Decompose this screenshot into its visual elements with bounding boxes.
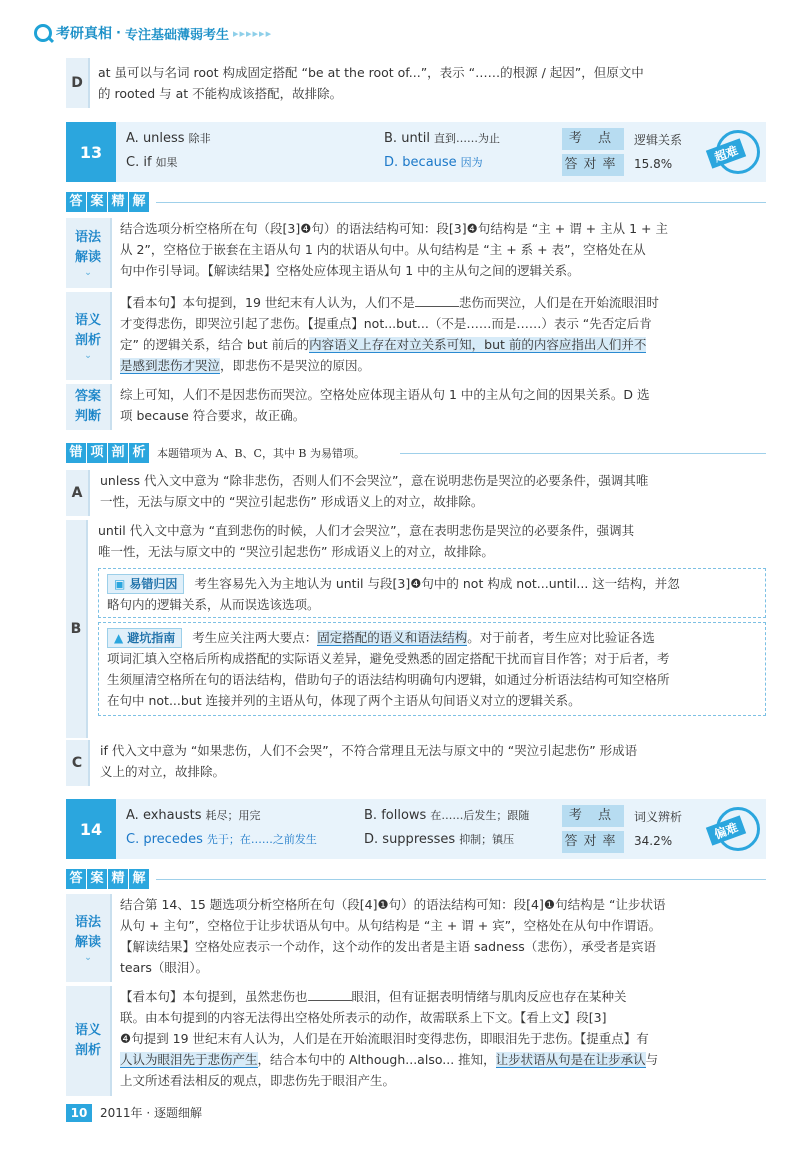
point-label: 考 点: [562, 805, 624, 827]
option-text: at 虽可以与名词 root 构成固定搭配 “be at the root of...”，表示 “……的根源 / 起因”，但原文中 的 rooted 与 at 不能构成该搭配，故排除。: [98, 65, 644, 101]
judgment-text: 综上可知，人们不是因悲伤而哭泣。空格处应体现主语从句 1 中的主从句之间的因果关系。D 选 项 because 符合要求，故正确。: [120, 387, 650, 423]
answer-title: 答 案 精 解: [66, 192, 149, 212]
wrong-option-c: [66, 740, 766, 786]
choice-b: B. until 直到……为止: [384, 131, 501, 146]
point-value: 逻辑关系: [634, 133, 683, 147]
grammar-text: 结合选项分析空格所在句（段[3]❹句）的语法结构可知：段[3]❹句结构是 “主 + 谓 + 主从 1 + 主 从 2”，空格位于嵌套在主语从句 1 内的状语从句中。从句结构是 “主 + 系 + 表”，空格处在从 句中作引导词。【解读结果】空格处应体现主语从句 1 中的主从句之间的逻辑关系。: [120, 221, 668, 278]
wrong-options-note: 本题错项为 A、B、C，其中 B 为易错项。: [157, 447, 366, 460]
question-meta: [562, 122, 766, 182]
chevron-down-icon: ⌄: [84, 268, 92, 278]
page-number: 10: [66, 1104, 92, 1122]
tip-box-avoid-guide: ▲ 避坑指南 考生应关注两大要点：固定搭配的语义和语法结构。对于前者，考生应对比验证各选 项词汇填入空格后所构成搭配的实际语义差异，避免受熟悉的固定搭配干扰而盲目作答；对于后者，考 生须厘清空格所在句的语法结构，借助句子的语法结构明确句内逻辑，如通过分析语法结构可知空格所 在句中 not...but 连接并列的主语从句，体现了两个主语从句间语义对立的逻辑关系。: [98, 622, 766, 716]
option-letter: B: [66, 520, 88, 738]
header-arrows-icon: ▸▸▸▸▸▸: [232, 26, 273, 40]
wrong-option-a: [66, 470, 766, 516]
option-text: until 代入文中意为 “直到悲伤的时候，人们才会哭泣”，意在表明悲伤是哭泣的必要条件，强调其 唯一性，无法与原文中的 “哭泣引起悲伤” 形成语义上的对立，故排除。: [98, 523, 635, 559]
option-text: if 代入文中意为 “如果悲伤，人们不会哭”，不符合常理且无法与原文中的 “哭泣引起悲伤” 形成语 义上的对立，故排除。: [100, 743, 638, 779]
tip-tag: ▣ 易错归因: [107, 574, 184, 594]
choice-c-correct: C. precedes 先于；在……之前发生: [126, 832, 317, 847]
question-meta: [562, 799, 766, 859]
question-13-band: [66, 122, 766, 182]
header-slogan: 专注基础薄弱考生: [124, 27, 229, 43]
grammar-label: 语法 解读 ⌄: [66, 218, 112, 288]
answer-blank: [308, 988, 352, 1001]
prev-option-d: [66, 58, 766, 108]
footer-text: 2011年 · 逐题细解: [100, 1106, 202, 1120]
chevron-down-icon: ⌄: [84, 351, 92, 361]
semantic-label: 语义 剖析 ⌄: [66, 292, 112, 380]
choice-c: C. if 如果: [126, 155, 178, 170]
warning-icon: ▲: [114, 631, 124, 645]
option-letter: C: [66, 740, 90, 786]
search-logo-icon: [34, 24, 52, 42]
header-brand: 考研真相: [56, 26, 112, 42]
chevron-down-icon: ⌄: [84, 953, 92, 963]
semantic-analysis-13: [66, 292, 766, 380]
grammar-analysis-13: [66, 218, 766, 288]
section-rule: [156, 879, 766, 880]
rate-value: 15.8%: [634, 157, 673, 171]
semantic-analysis-14: [66, 986, 766, 1096]
header-separator: ·: [116, 25, 121, 41]
choice-d: D. suppresses 抑制；镇压: [364, 832, 515, 847]
option-text: unless 代入文中意为 “除非悲伤，否则人们不会哭泣”，意在说明悲伤是哭泣的必要条件，强调其唯 一性，无法与原文中的 “哭泣引起悲伤” 形成语义上的对立，故排除。: [100, 473, 649, 509]
difficulty-label: 偏难: [706, 815, 746, 845]
page-header: [34, 22, 272, 44]
answer-title: 答 案 精 解: [66, 869, 149, 889]
question-number: 14: [66, 799, 116, 859]
difficulty-label: 超难: [706, 138, 746, 168]
question-number: 13: [66, 122, 116, 182]
wrong-options-title: 错 项 剖 析 本题错项为 A、B、C，其中 B 为易错项。: [66, 443, 365, 463]
semantic-text: 【看本句】本句提到，虽然悲伤也 眼泪，但有证据表明情绪与肌肉反应也存在某种关 联。由本句提到的内容无法得出空格处所表示的动作，故需联系上下文。【看上文】段[3] ❹句提到 19 世纪末有人认为，人们是在开始流眼泪时变得悲伤，即眼泪先于悲伤。【提重点】有 人认为眼泪先于悲伤产生，结合本句中的 Although...also... 推知，让步状语从句是在让步承认与 上文所述看法相反的观点，即悲伤先于眼泪产生。: [120, 989, 659, 1088]
choice-d-correct: D. because 因为: [384, 155, 483, 170]
tip-box-error-cause: ▣ 易错归因 考生容易先入为主地认为 until 与段[3]❹句中的 not 构成 not...until... 这一结构，并忽 略句内的逻辑关系，从而误选该选项。: [98, 568, 766, 618]
question-choices: [116, 122, 562, 182]
point-value: 词义辨析: [634, 810, 683, 824]
rate-label: 答对率: [562, 154, 624, 176]
tip-tag: ▲ 避坑指南: [107, 628, 182, 648]
grammar-text: 结合第 14、15 题选项分析空格所在句（段[4]❶句）的语法结构可知：段[4]❶句结构是 “让步状语 从句 + 主句”，空格位于让步状语从句中。从句结构是 “主 + 谓 + 宾”，空格处在从句中作谓语。 【解读结果】空格处应表示一个动作，这个动作的发出者是主语 sadness（悲伤），承受者是宾语 tears（眼泪）。: [120, 897, 666, 975]
rate-label: 答对率: [562, 831, 624, 853]
option-letter: D: [66, 58, 90, 108]
semantic-text: 【看本句】本句提到，19 世纪末有人认为，人们不是 悲伤而哭泣，人们是在开始流眼泪时 才变得悲伤，即哭泣引起了悲伤。【提重点】not...but...（不是……而是……）表示 “先否定后肯 定” 的逻辑关系，结合 but 前后的内容语义上存在对立关系可知，but 前的内容应指出人们并不 是感到悲伤才哭泣，即悲伤不是哭泣的原因。: [120, 295, 659, 373]
choice-a: A. exhausts 耗尽；用完: [126, 808, 261, 823]
semantic-label: 语义 剖析: [66, 986, 112, 1096]
card-icon: ▣: [114, 577, 126, 591]
choice-b: B. follows 在……后发生；跟随: [364, 808, 530, 823]
option-letter: A: [66, 470, 90, 516]
wrong-option-b: [66, 520, 766, 738]
grammar-analysis-14: [66, 894, 766, 982]
judgment-13: [66, 384, 766, 430]
choice-a: A. unless 除非: [126, 131, 211, 146]
point-label: 考 点: [562, 128, 624, 150]
grammar-label: 语法 解读 ⌄: [66, 894, 112, 982]
rate-value: 34.2%: [634, 834, 673, 848]
section-rule: [156, 202, 766, 203]
option-body: [88, 520, 766, 738]
question-14-band: [66, 799, 766, 859]
question-choices: [116, 799, 562, 859]
section-rule: [400, 453, 766, 454]
judgment-label: 答案 判断: [66, 384, 112, 430]
answer-blank: [415, 294, 459, 307]
